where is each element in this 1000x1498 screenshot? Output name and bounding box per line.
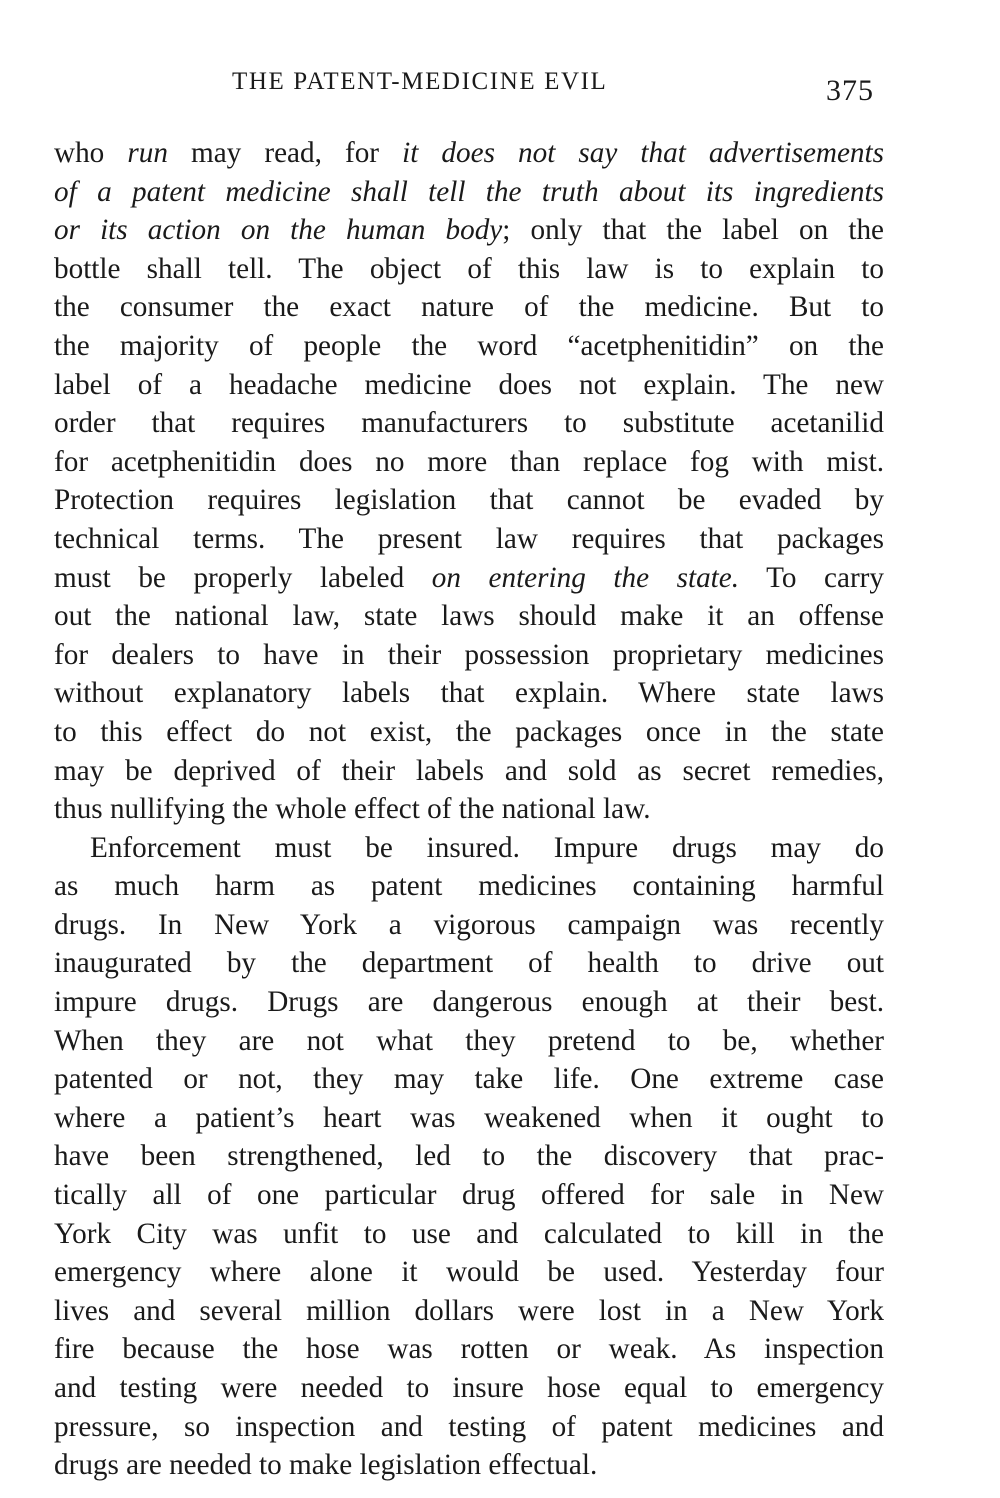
running-head-title: THE PATENT-MEDICINE EVIL [232, 68, 608, 95]
italic-text: on entering the state. [431, 561, 740, 594]
text-run: must be properly labeled [54, 561, 432, 594]
paragraph [54, 829, 884, 1485]
text-run: technical terms. The present law requires that packages [54, 522, 884, 555]
text-run: may be deprived of their labels and sold as secret remedies, [54, 754, 884, 787]
text-line [54, 867, 884, 906]
text-run: thus nullifying the whole effect of the national law. [54, 793, 651, 826]
text-run: lives and several million dollars were lost in a New York [54, 1294, 884, 1327]
page-number: 375 [826, 74, 874, 107]
italic-text: or its action on the human body [54, 214, 503, 247]
text-run: impure drugs. Drugs are dangerous enough at their best. [54, 986, 884, 1019]
text-line [54, 1408, 884, 1447]
text-run: pressure, so inspection and testing of patent medicines and [54, 1410, 884, 1443]
text-line [54, 713, 884, 752]
text-line [54, 790, 884, 829]
paragraphs [54, 134, 884, 1485]
text-line [54, 173, 884, 212]
text-line [54, 1253, 884, 1292]
text-run: who [54, 137, 128, 169]
text-line [54, 1292, 884, 1331]
italic-text: it does not say that advertisements [402, 137, 884, 169]
text-run: ; only that the label on the [502, 214, 884, 247]
text-run: order that requires manufacturers to substitute acetanilid [54, 407, 884, 440]
text-line [54, 983, 884, 1022]
text-line [54, 404, 884, 443]
text-run: patented or not, they may take life. One extreme case [54, 1063, 884, 1096]
text-line [54, 250, 884, 289]
text-run: the consumer the exact nature of the medicine. But to [54, 291, 884, 324]
text-line [54, 211, 884, 250]
text-run: To carry [739, 561, 884, 594]
text-line [54, 1099, 884, 1138]
text-run: drugs are needed to make legislation effectual. [54, 1449, 598, 1482]
text-line [54, 1330, 884, 1369]
text-line [54, 944, 884, 983]
text-run: When they are not what they pretend to be, whether [54, 1024, 884, 1057]
text-line [54, 906, 884, 945]
text-line [54, 829, 884, 868]
text-run: Protection requires legislation that cannot be evaded by [54, 484, 884, 517]
text-run: where a patient’s heart was weakened when it ought to [54, 1101, 884, 1134]
text-line [54, 366, 884, 405]
text-run: to this effect do not exist, the packages once in the state [54, 715, 884, 748]
text-line [54, 1446, 884, 1485]
text-run: fire because the hose was rotten or weak. As inspection [54, 1333, 884, 1366]
text-run: may read, for [167, 137, 403, 169]
text-run: Enforcement must be insured. Impure drugs may do [90, 831, 884, 864]
italic-text: of a patent medicine shall tell the truth about its ingredients [54, 175, 884, 208]
text-line [54, 443, 884, 482]
text-run: as much harm as patent medicines containing harmful [54, 870, 884, 903]
text-run: for dealers to have in their possession proprietary medicines [54, 638, 884, 671]
text-line [54, 597, 884, 636]
text-line [54, 481, 884, 520]
text-line [54, 752, 884, 791]
text-line [54, 288, 884, 327]
text-run: for acetphenitidin does no more than replace fog with mist. [54, 445, 884, 478]
paragraph [54, 134, 884, 829]
text-run: without explanatory labels that explain. Where state laws [54, 677, 884, 710]
text-line [54, 1176, 884, 1215]
text-line [54, 1060, 884, 1099]
text-line [54, 1022, 884, 1061]
text-line [54, 559, 884, 598]
text-line [54, 1369, 884, 1408]
text-run: bottle shall tell. The object of this law is to explain to [54, 252, 884, 285]
text-line [54, 327, 884, 366]
text-run: drugs. In New York a vigorous campaign was recently [54, 908, 884, 941]
text-line [54, 1137, 884, 1176]
text-line [54, 134, 884, 173]
body-text [54, 134, 884, 1485]
italic-text: run [127, 137, 168, 169]
text-line [54, 636, 884, 675]
text-run: out the national law, state laws should make it an offense [54, 600, 884, 633]
text-run: emergency where alone it would be used. Yesterday four [54, 1256, 884, 1289]
text-run: the majority of people the word “acetphenitidin” on the [54, 329, 884, 362]
text-run: inaugurated by the department of health to drive out [54, 947, 884, 980]
text-run: and testing were needed to insure hose equal to emergency [54, 1372, 884, 1404]
text-line [54, 1215, 884, 1254]
text-line [54, 674, 884, 713]
text-run: have been strengthened, led to the discovery that prac- [54, 1140, 884, 1173]
text-run: label of a headache medicine does not explain. The new [54, 368, 884, 401]
text-run: York City was unfit to use and calculated to kill in the [54, 1217, 884, 1250]
text-line [54, 520, 884, 559]
text-run: tically all of one particular drug offered for sale in New [54, 1179, 884, 1212]
